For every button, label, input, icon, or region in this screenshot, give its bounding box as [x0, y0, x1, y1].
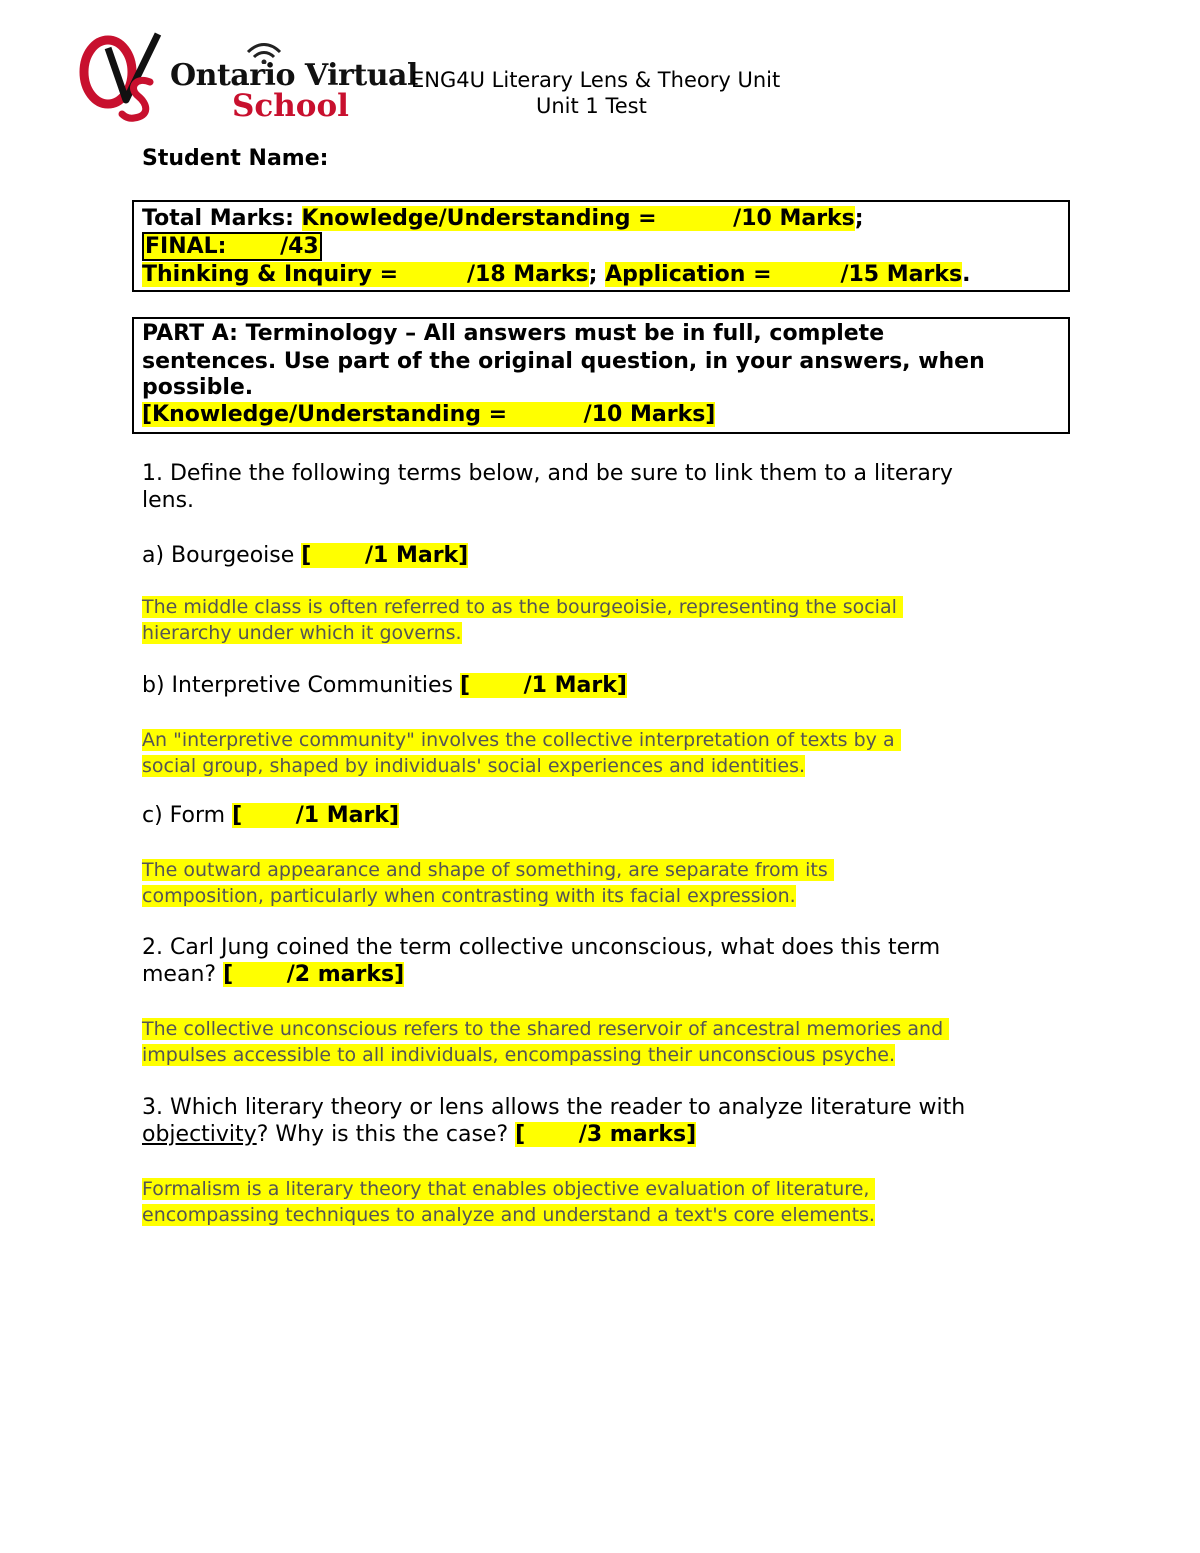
question-3-marks: [ /3 marks]: [515, 1122, 697, 1147]
question-1a: [142, 542, 468, 569]
question-3: [142, 1094, 965, 1148]
question-2-text-cont: mean?: [142, 962, 224, 987]
app-marks: Application = /15 Marks: [605, 262, 963, 287]
answer-1c-line: The outward appearance and shape of something, are separate from its: [142, 859, 834, 881]
question-3-keyword: objectivity: [142, 1122, 257, 1147]
question-1-text-cont: lens.: [142, 488, 195, 513]
question-1c-marks: [ /1 Mark]: [232, 803, 400, 828]
ku-marks: Knowledge/Understanding = /10 Marks: [301, 206, 855, 231]
part-a-instructions: sentences. Use part of the original question, in your answers, when: [142, 349, 985, 374]
answer-1c-line: composition, particularly when contrasting with its facial expression.: [142, 885, 796, 907]
question-1a-label: a) Bourgeoise: [142, 543, 302, 568]
course-title: ENG4U Literary Lens & Theory Unit: [411, 68, 781, 92]
period: .: [962, 262, 971, 287]
final-marks: FINAL: /43: [142, 232, 322, 261]
question-1b: [142, 672, 627, 699]
part-a-instructions-cont: possible.: [142, 375, 254, 400]
question-2-marks: [ /2 marks]: [223, 962, 405, 987]
answer-2-line: impulses accessible to all individuals, encompassing their unconscious psyche.: [142, 1044, 895, 1066]
final-line: [142, 233, 322, 261]
answer-1b[interactable]: [142, 727, 901, 779]
part-a-marks: [Knowledge/Understanding = /10 Marks]: [142, 402, 716, 427]
answer-2-line: The collective unconscious refers to the shared reservoir of ancestral memories and: [142, 1018, 950, 1040]
question-3-text-cont: ? Why is this the case?: [256, 1122, 516, 1147]
answer-1b-line: An "interpretive community" involves the collective interpretation of texts by a: [142, 729, 901, 751]
question-1a-marks: [ /1 Mark]: [301, 543, 469, 568]
student-name-label: Student Name:: [142, 146, 329, 171]
total-marks-box: [132, 200, 1070, 292]
answer-1b-line: social group, shaped by individuals' social experiences and identities.: [142, 755, 806, 777]
total-marks-line: [142, 205, 864, 233]
part-a-marks-line: [142, 401, 715, 429]
ovs-monogram-icon: [78, 30, 168, 125]
question-3-text: 3. Which literary theory or lens allows the reader to analyze literature with: [142, 1095, 966, 1120]
answer-3[interactable]: [142, 1176, 875, 1228]
test-title: Unit 1 Test: [536, 94, 647, 118]
answer-2[interactable]: [142, 1016, 949, 1068]
question-1b-label: b) Interpretive Communities: [142, 673, 460, 698]
question-1: [142, 460, 953, 514]
question-1c: [142, 802, 399, 829]
logo-text-ontario-virtual: Ontario Virtual: [170, 58, 418, 93]
answer-1a-line: hierarchy under which it governs.: [142, 622, 462, 644]
ovs-logo: [78, 30, 418, 125]
total-marks-label: Total Marks:: [142, 206, 294, 231]
question-2: [142, 934, 940, 988]
logo-text-school: School: [232, 88, 349, 124]
separator: ;: [854, 206, 864, 231]
ti-app-line: [142, 261, 970, 289]
ti-marks: Thinking & Inquiry = /18 Marks: [142, 262, 589, 287]
answer-1c[interactable]: [142, 857, 834, 909]
question-1c-label: c) Form: [142, 803, 233, 828]
question-1b-marks: [ /1 Mark]: [459, 673, 627, 698]
answer-1a-line: The middle class is often referred to as the bourgeoisie, representing the social: [142, 596, 903, 618]
part-a-heading: PART A: Terminology – All answers must be in full, complete: [142, 321, 885, 346]
answer-3-line: Formalism is a literary theory that enables objective evaluation of literature,: [142, 1178, 876, 1200]
answer-1a[interactable]: [142, 594, 903, 646]
question-2-text: 2. Carl Jung coined the term collective unconscious, what does this term: [142, 935, 941, 960]
answer-3-line: encompassing techniques to analyze and understand a text's core elements.: [142, 1204, 875, 1226]
part-a-box: [132, 317, 1070, 434]
question-1-text: 1. Define the following terms below, and be sure to link them to a literary: [142, 461, 953, 486]
separator: ;: [588, 262, 598, 287]
